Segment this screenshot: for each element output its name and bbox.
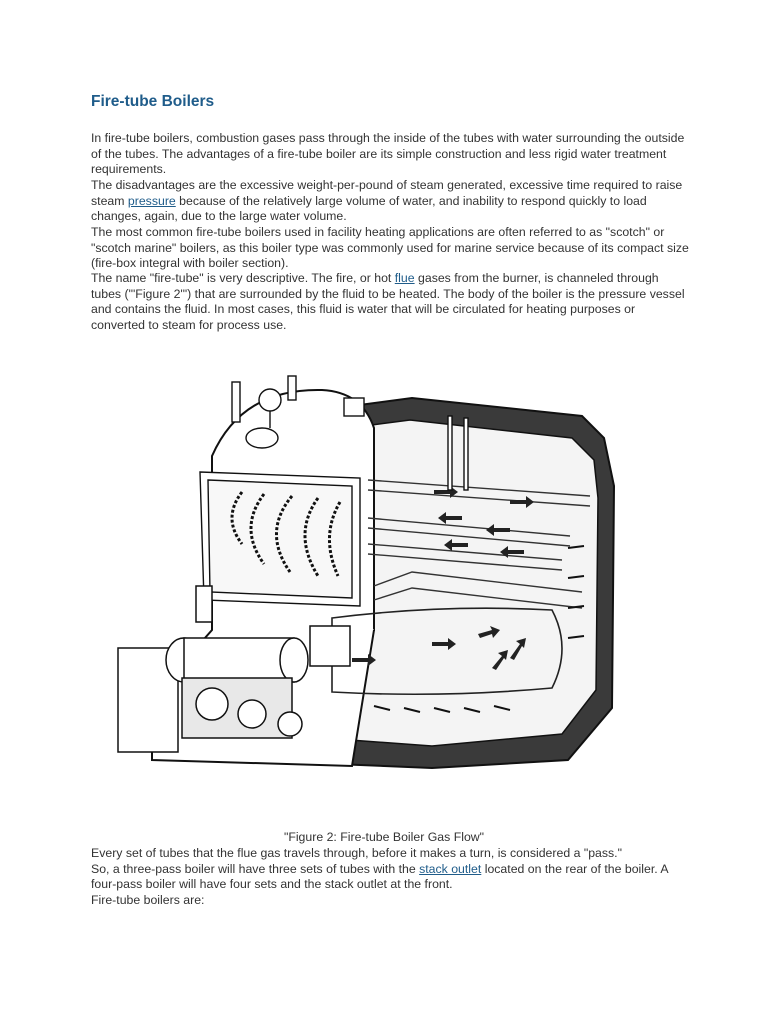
tube-sheet: [200, 472, 360, 606]
flue-link[interactable]: flue: [394, 271, 415, 285]
paragraph-scotch-marine: The most common fire-tube boilers used in facility heating applications are often referred to as "scotch" or "scotch marine" boilers, as this boiler type was commonly used for marine service because of its compact size (fire-box integral with boiler section).: [91, 225, 689, 271]
paragraph-text: The name "fire-tube" is very descriptive. The fire, or hot: [91, 271, 395, 285]
paragraph-text: gases from the burner, is channeled through tubes ("'Figure 2'") that are surrounded by the fluid to be heated. The body of the boiler is the pressure vessel and contains the fluid. In most cases, this fluid is water that will be circulated for heating purposes or converted to steam for process use.: [91, 271, 685, 332]
boiler-illustration: [112, 368, 640, 772]
paragraph-text: because of the relatively large volume of water, and inability to respond quickly to load changes, again, due to the large water volume.: [91, 193, 647, 224]
paragraph-disadvantages: [91, 178, 691, 225]
paragraph-fire-tube-name: [91, 271, 691, 333]
pressure-link[interactable]: pressure: [127, 193, 176, 208]
figure-caption: "Figure 2: Fire-tube Boiler Gas Flow": [283, 830, 485, 844]
paragraph-intro: In fire-tube boilers, combustion gases pass through the inside of the tubes with water surrounding the outside of the tubes. The advantages of a fire-tube boiler are its simple construction and less rigid water treatment requirements.: [91, 131, 685, 177]
paragraph-line: Fire-tube boilers are:: [91, 892, 205, 907]
page-title: Fire-tube Boilers: [91, 93, 215, 110]
paragraph-pass: [91, 846, 691, 908]
paragraph-text: located on the rear of the boiler. A four-pass boiler will have four sets and the stack outlet at the front.: [91, 861, 668, 892]
paragraph-text: So, a three-pass boiler will have three sets of tubes with the: [91, 861, 420, 876]
paragraph-line: Every set of tubes that the flue gas travels through, before it makes a turn, is considered a "pass.": [91, 846, 622, 860]
stack-outlet-link[interactable]: stack outlet: [419, 861, 482, 876]
paragraph-text: The disadvantages are the excessive weight-per-pound of steam generated, excessive time required to raise steam: [91, 178, 683, 208]
paragraph-line: [91, 862, 691, 893]
